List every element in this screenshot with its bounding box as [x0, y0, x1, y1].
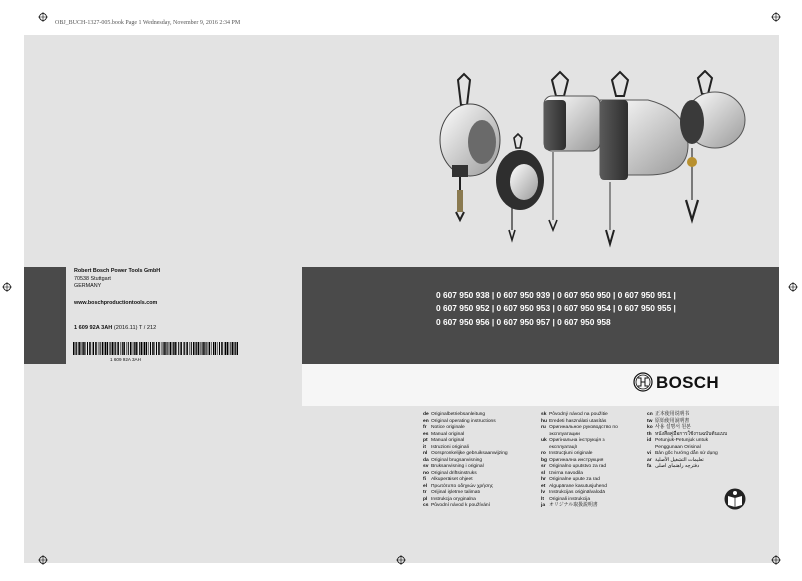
barcode-bar [104, 342, 105, 355]
registration-mark-top-right [771, 12, 781, 22]
barcode-bar [150, 342, 151, 355]
language-title: دفترچه راهنمای اصلی [655, 464, 700, 469]
brand-name: BOSCH [656, 373, 719, 392]
barcode-bar [209, 342, 211, 355]
language-title: 사용 설명서 원본 [655, 425, 691, 430]
language-code: de [423, 412, 429, 417]
language-title: Original driftsinstruks [431, 470, 477, 476]
barcode-bar [173, 342, 174, 355]
language-title: Bản gốc hướng dẫn sử dụng [655, 451, 718, 456]
barcode-bar [229, 342, 230, 355]
barcode-bar [126, 342, 127, 355]
balancer-3-image [544, 72, 600, 230]
language-code: ar [647, 457, 652, 463]
barcode-bar [82, 342, 83, 355]
part-number-line: 0 607 950 938 | 0 607 950 939 | 0 607 950 950 | 0 607 950 951 | [436, 290, 676, 300]
registration-mark-top-left [38, 12, 48, 22]
barcode-bar [144, 342, 145, 355]
barcode-bar [189, 342, 190, 355]
company-country: GERMANY [74, 283, 102, 290]
language-code: sr [541, 464, 546, 469]
barcode-bar [232, 342, 234, 355]
language-title: Originalne upute za rad [549, 477, 600, 482]
language-code: tw [647, 418, 653, 424]
barcode-bar [186, 342, 188, 355]
language-title: หนังสือคู่มือการใช้งานฉบับต้นแบบ [655, 431, 728, 437]
barcode-bar [93, 342, 94, 355]
barcode-bar [95, 342, 97, 355]
barcode-bar [146, 342, 148, 355]
barcode-bar [134, 342, 135, 355]
language-code: lv [541, 490, 546, 495]
barcode-bar [177, 342, 178, 355]
barcode-bar [184, 342, 185, 355]
barcode-bar [205, 342, 206, 355]
language-code: uk [541, 438, 547, 443]
language-title: Πρωτότυπο οδηγιών χρήσης [431, 483, 494, 489]
registration-mark-left [2, 282, 12, 292]
language-code: pl [423, 496, 428, 502]
language-code: el [423, 483, 428, 489]
barcode-bar [172, 342, 173, 355]
barcode-bar [92, 342, 93, 355]
barcode-bar [76, 342, 77, 355]
language-code: sv [423, 464, 429, 469]
barcode-bar [237, 342, 238, 355]
language-title: експлуатації [549, 444, 578, 450]
company-name: Robert Bosch Power Tools GmbH [74, 268, 161, 274]
barcode-bar [141, 342, 143, 355]
language-list-2 [541, 412, 618, 510]
language-title: Manual original [431, 431, 465, 437]
barcode-bar [117, 342, 119, 355]
language-title: Bruksanvisning i original [431, 464, 484, 469]
barcode-bar [201, 342, 202, 355]
order-number-version: (2016.11) T / 212 [113, 325, 157, 331]
barcode-bar [87, 342, 88, 355]
barcode-bar [196, 342, 197, 355]
language-title: 正本使用说明书 [655, 412, 690, 417]
language-code: it [423, 444, 426, 450]
barcode-bar [130, 342, 132, 355]
order-number-value: 1 609 92A 3AH [74, 325, 113, 331]
language-entry [423, 503, 508, 510]
product-illustration [430, 70, 760, 260]
barcode-bar [158, 342, 160, 355]
language-code: hu [541, 418, 547, 424]
language-code: ko [647, 425, 653, 430]
language-title: Istruzioni originali [431, 444, 469, 450]
language-title: Originali instrukcija [549, 496, 591, 502]
language-entry [541, 503, 618, 510]
barcode-bar [120, 342, 121, 355]
language-title: Instrucţiuni originale [549, 451, 593, 456]
language-title: Original brugsanvisning [431, 457, 483, 463]
balancer-2-image [496, 134, 544, 240]
barcode-bar [170, 342, 172, 355]
language-code: nl [423, 451, 428, 456]
barcode-bar [107, 342, 109, 355]
print-header: OBJ_BUCH-1327-005.book Page 1 Wednesday, November 9, 2016 2:34 PM [55, 20, 241, 26]
barcode-bar [105, 342, 106, 355]
barcode-bar [174, 342, 176, 355]
barcode-bar [98, 342, 99, 355]
barcode-bar [112, 342, 114, 355]
barcode-bar [202, 342, 203, 355]
barcode-bar [114, 342, 115, 355]
language-title: Izvirna navodila [549, 470, 583, 476]
bosch-logo-icon [633, 372, 653, 392]
company-website: www.boschproductiontools.com [74, 300, 158, 306]
language-title: Orijinal işletme talimatı [431, 490, 481, 495]
barcode-bar [178, 342, 179, 355]
order-number [74, 325, 156, 331]
language-title: تعليمات التشغيل الأصلية [655, 457, 704, 463]
barcode-bar [213, 342, 214, 355]
language-code: vi [647, 451, 652, 456]
barcode-bar [154, 342, 155, 355]
barcode-bar [224, 342, 225, 355]
barcode-bar [148, 342, 149, 355]
language-code: en [423, 418, 429, 424]
barcode-bar [164, 342, 166, 355]
company-city: 70538 Stuttgart [74, 275, 111, 282]
barcode-bar [198, 342, 200, 355]
language-title: Originalbetriebsanleitung [431, 412, 486, 417]
barcode-bar [152, 342, 154, 355]
language-code: ja [541, 503, 546, 508]
barcode-bar [211, 342, 212, 355]
barcode-bar [191, 342, 192, 355]
barcode-bar [85, 342, 86, 355]
language-code: pt [423, 438, 428, 443]
language-code: cs [423, 503, 429, 508]
barcode-bar [89, 342, 91, 355]
barcode-text: 1 609 92A 3AH [110, 357, 141, 362]
language-code: es [423, 431, 429, 437]
language-title: Original operating instructions [431, 418, 496, 424]
language-entry [647, 464, 727, 471]
language-title: Pôvodný návod na použitie [549, 412, 608, 417]
language-code: id [647, 438, 652, 443]
language-title: Původní návod k používání [431, 503, 491, 508]
balancer-1-image [440, 74, 500, 220]
language-title: эксплуатации [549, 431, 580, 437]
registration-mark-right [788, 282, 798, 292]
language-title: Manual original [431, 438, 465, 443]
language-title: Оригинальное руководство по [549, 425, 618, 430]
language-code: no [423, 470, 429, 476]
language-list-3 [647, 412, 727, 471]
barcode-bar [234, 342, 235, 355]
part-number-line: 0 607 950 956 | 0 607 950 957 | 0 607 950 958 [436, 316, 611, 327]
barcode-bar [123, 342, 125, 355]
barcode-bar [230, 342, 231, 355]
language-code: ru [541, 425, 546, 430]
barcode-bar [110, 342, 111, 355]
barcode-bar [167, 342, 168, 355]
barcode-bar [83, 342, 85, 355]
barcode-bar [73, 342, 75, 355]
language-code: sk [541, 412, 547, 417]
company-address [74, 268, 160, 291]
language-title: オリジナル取扱説明書 [549, 503, 598, 508]
part-numbers [436, 289, 726, 329]
barcode-bar [225, 342, 226, 355]
barcode-bar [206, 342, 207, 355]
read-manual-icon [724, 488, 746, 510]
language-code: lt [541, 496, 544, 502]
barcode-bar [183, 342, 184, 355]
barcode-bar [215, 342, 217, 355]
barcode-bar [81, 342, 82, 355]
barcode-bar [75, 342, 76, 355]
barcode-bar [156, 342, 157, 355]
barcode-bar [193, 342, 195, 355]
registration-mark-bottom-right [771, 555, 781, 565]
language-code: ro [541, 451, 546, 456]
barcode-bar [195, 342, 196, 355]
language-code: fa [647, 464, 652, 469]
language-title: Instrukcijas oriģinālvalodā [549, 490, 605, 495]
barcode-bar [135, 342, 137, 355]
language-list-1 [423, 412, 508, 510]
language-code: fi [423, 477, 426, 482]
language-code: cn [647, 412, 653, 417]
language-title: Originalno uputstvo za rad [549, 464, 607, 469]
barcode-bar [217, 342, 218, 355]
language-title: Algupärane kasutusjuhend [549, 483, 607, 489]
barcode [73, 342, 238, 355]
language-title: Оригінальна інструкція з [549, 438, 605, 443]
barcode-bar [128, 342, 129, 355]
language-code: fr [423, 425, 427, 430]
language-title: Оригинална инструкция [549, 457, 604, 463]
barcode-bar [78, 342, 80, 355]
registration-mark-bottom-center [396, 555, 406, 565]
barcode-bar [235, 342, 236, 355]
language-title: 原始使用說明書 [655, 418, 690, 424]
language-title: Penggunaan Orisinal [655, 444, 701, 450]
language-code: da [423, 457, 429, 463]
language-title: Petunjuk-Petunjuk untuk [655, 438, 709, 443]
language-title: Alkuperäiset ohjeet [431, 477, 473, 482]
language-code: et [541, 483, 546, 489]
registration-mark-bottom-left [38, 555, 48, 565]
balancer-5-image [680, 71, 745, 220]
language-code: bg [541, 457, 547, 463]
language-title: Instrukcja oryginalna [431, 496, 476, 502]
language-code: hr [541, 477, 546, 482]
barcode-bar [163, 342, 164, 355]
barcode-bar [203, 342, 205, 355]
barcode-bar [143, 342, 144, 355]
barcode-bar [166, 342, 167, 355]
barcode-bar [221, 342, 223, 355]
barcode-bar [109, 342, 110, 355]
language-code: th [647, 431, 652, 437]
barcode-bar [227, 342, 229, 355]
language-code: sl [541, 470, 546, 476]
barcode-bar [102, 342, 104, 355]
language-title: Notice originale [431, 425, 465, 430]
barcode-bar [139, 342, 140, 355]
part-number-line: 0 607 950 952 | 0 607 950 953 | 0 607 950 954 | 0 607 950 955 | [436, 303, 676, 314]
language-title: Eredeti használati utasítás [549, 418, 607, 424]
barcode-bar [180, 342, 182, 355]
barcode-bar [100, 342, 101, 355]
barcode-bar [115, 342, 116, 355]
language-code: tr [423, 490, 427, 495]
balancer-4-image [600, 72, 688, 244]
language-title: Oorspronkelijke gebruiksaanwijzing [431, 451, 508, 456]
barcode-bar [138, 342, 139, 355]
barcode-bar [219, 342, 220, 355]
left-accent-band [24, 267, 66, 364]
barcode-bar [133, 342, 134, 355]
barcode-bar [122, 342, 123, 355]
barcode-bar [161, 342, 162, 355]
